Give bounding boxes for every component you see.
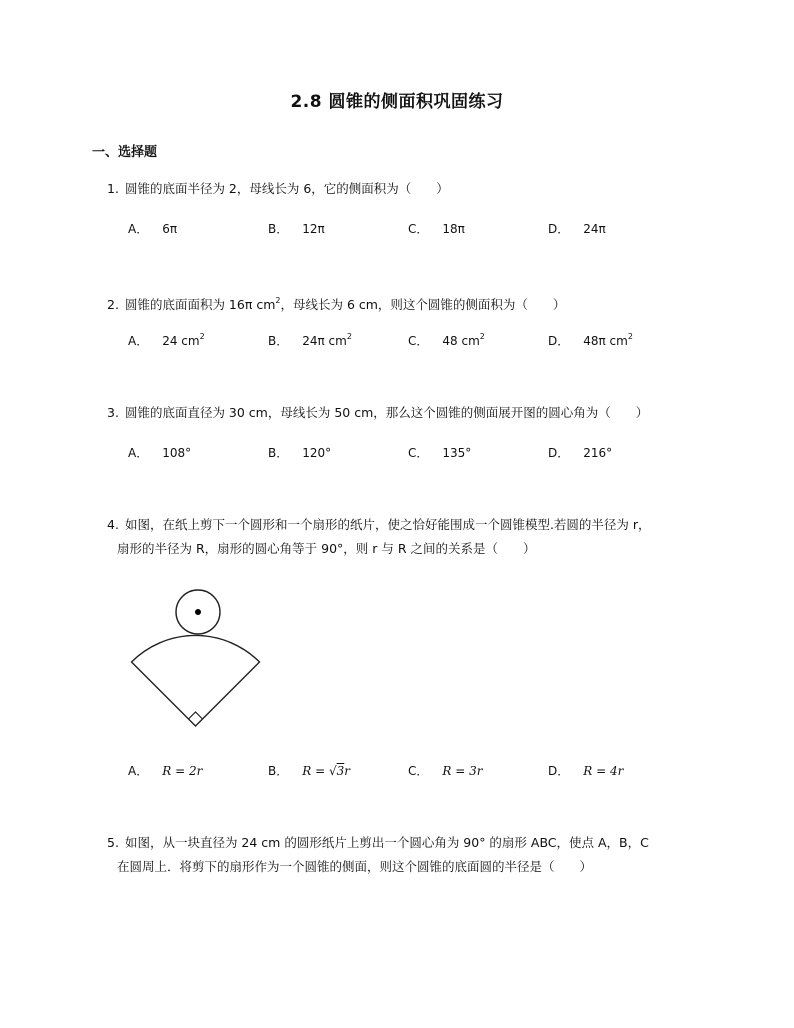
section-heading: 一、选择题 — [92, 145, 158, 160]
question-text-line1: 如图，在纸上剪下一个圆形和一个扇形的纸片，使之恰好能围成一个圆锥模型.若圆的半径为 r， — [124, 517, 651, 532]
option-label: D． — [548, 764, 570, 778]
page-title: 2.8 圆锥的侧面积巩固练习 — [290, 92, 504, 112]
exponent: 2 — [199, 332, 205, 341]
option-value: 120° — [302, 446, 332, 460]
option-value: 108° — [162, 446, 192, 460]
option-d[interactable] — [548, 332, 633, 349]
question-5 — [107, 831, 727, 879]
option-label: A． — [128, 446, 149, 460]
exponent: 2 — [346, 332, 352, 341]
option-label: B． — [268, 764, 289, 778]
question-text-cont: ，母线长为 6 cm，则这个圆锥的侧面积为（ ） — [280, 297, 566, 312]
question-text: 圆锥的底面半径为 2，母线长为 6，它的侧面积为（ ） — [124, 181, 449, 196]
option-a[interactable] — [128, 762, 202, 779]
question-3 — [107, 401, 727, 425]
exponent: 2 — [275, 296, 281, 305]
option-c[interactable] — [408, 220, 465, 237]
option-value: 48 cm — [442, 334, 480, 348]
option-value: R = 4r — [583, 764, 624, 778]
question-number: 3. — [107, 405, 119, 420]
question-number: 1. — [107, 181, 119, 196]
option-value-suffix: r — [344, 764, 350, 778]
option-value: 24π cm — [302, 334, 347, 348]
option-value: 6π — [162, 222, 178, 236]
option-label: D． — [548, 446, 570, 460]
option-value: 216° — [583, 446, 613, 460]
option-b[interactable] — [268, 220, 325, 237]
option-value: 24π — [583, 222, 606, 236]
option-label: B． — [268, 446, 289, 460]
option-label: C． — [408, 222, 429, 236]
option-label: D． — [548, 222, 570, 236]
exponent: 2 — [627, 332, 633, 341]
option-value: 48π cm — [583, 334, 628, 348]
option-c[interactable] — [408, 332, 485, 349]
option-value: R = — [302, 764, 329, 778]
option-label: A． — [128, 222, 149, 236]
option-b[interactable] — [268, 332, 352, 349]
option-d[interactable] — [548, 762, 623, 779]
question-1 — [107, 177, 727, 201]
option-a[interactable] — [128, 332, 205, 349]
question-number: 5. — [107, 835, 119, 850]
sqrt-sign: √ — [328, 764, 337, 778]
option-label: B． — [268, 222, 289, 236]
option-label: A． — [128, 764, 149, 778]
option-b[interactable] — [268, 762, 350, 779]
circle-center-dot — [195, 609, 201, 615]
exponent: 2 — [479, 332, 485, 341]
option-a[interactable] — [128, 444, 191, 461]
option-d[interactable] — [548, 444, 612, 461]
option-label: B． — [268, 334, 289, 348]
option-c[interactable] — [408, 762, 482, 779]
option-value: 24 cm — [162, 334, 200, 348]
question-text: 圆锥的底面面积为 16π cm — [124, 297, 276, 312]
option-label: C． — [408, 446, 429, 460]
option-label: D． — [548, 334, 570, 348]
question-4 — [107, 513, 727, 561]
option-value: R = 2r — [162, 764, 203, 778]
cone-net-figure — [125, 585, 275, 735]
question-2 — [107, 289, 727, 317]
option-value: 12π — [302, 222, 325, 236]
question-number: 4. — [107, 517, 119, 532]
option-c[interactable] — [408, 444, 471, 461]
option-value: 135° — [442, 446, 472, 460]
question-text-line1: 如图，从一块直径为 24 cm 的圆形纸片上剪出一个圆心角为 90° 的扇形 ABC，使点 A，B，C — [124, 835, 649, 850]
option-a[interactable] — [128, 220, 177, 237]
option-label: C． — [408, 764, 429, 778]
option-label: A． — [128, 334, 149, 348]
question-text-line2: 在圆周上．将剪下的扇形作为一个圆锥的侧面，则这个圆锥的底面圆的半径是（ ） — [117, 859, 593, 874]
option-label: C． — [408, 334, 429, 348]
option-value: 18π — [442, 222, 465, 236]
sqrt-radicand: 3 — [336, 764, 345, 778]
option-d[interactable] — [548, 220, 606, 237]
question-text-line2: 扇形的半径为 R，扇形的圆心角等于 90°，则 r 与 R 之间的关系是（ ） — [117, 541, 536, 556]
option-b[interactable] — [268, 444, 331, 461]
right-angle-mark — [189, 712, 203, 719]
option-value: R = 3r — [442, 764, 483, 778]
question-number: 2. — [107, 297, 119, 312]
question-text: 圆锥的底面直径为 30 cm，母线长为 50 cm，那么这个圆锥的侧面展开图的圆心角为（ ） — [124, 405, 649, 420]
